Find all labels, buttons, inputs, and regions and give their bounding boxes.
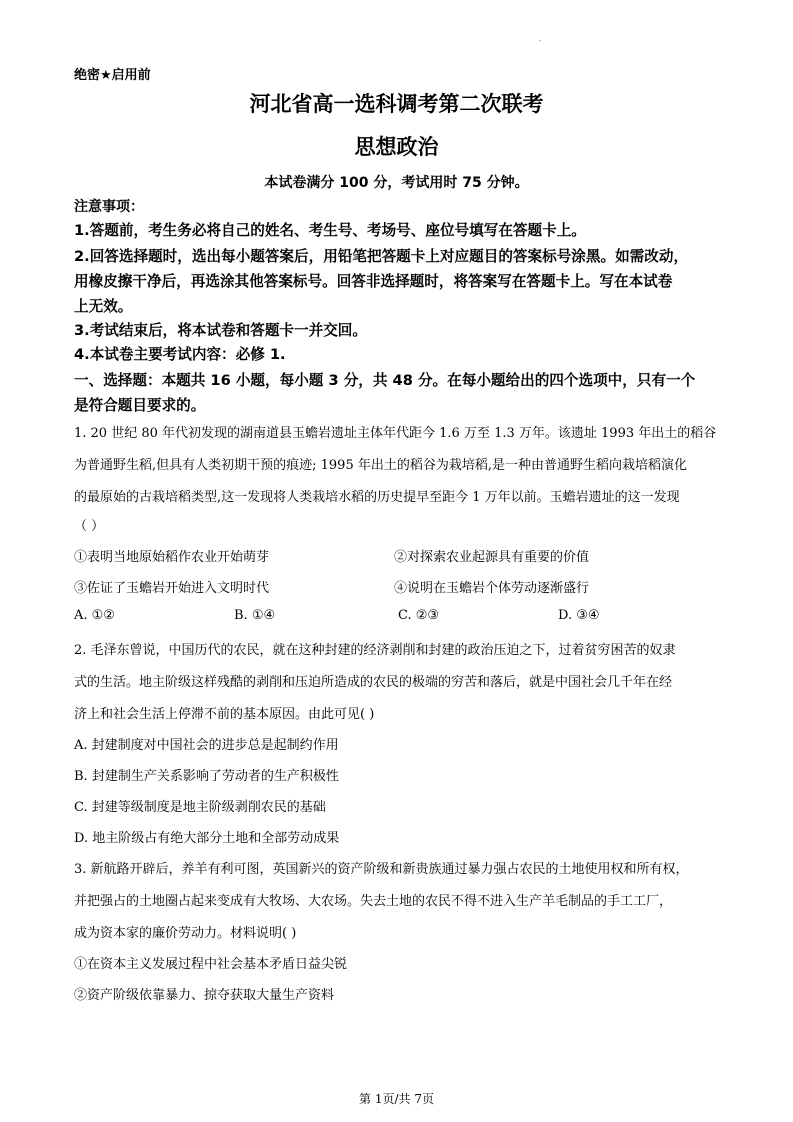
- statement-1: ①在资本主义发展过程中社会基本矛盾日益尖锐: [74, 957, 348, 972]
- option-b: B. ①④: [234, 608, 276, 623]
- notice-line: 用橡皮擦干净后，再选涂其他答案标号。回答非选择题时，将答案写在答题卡上。写在本试卷: [74, 273, 673, 290]
- exam-meta: 本试卷满分 100 分，考试用时 75 分钟。: [264, 175, 529, 191]
- statement-1: ①表明当地原始稻作农业开始萌芽: [74, 550, 270, 565]
- question-text: 并把强占的土地圈占起来变成有大牧场、大农场。失去土地的农民不得不进入生产羊毛制品的手工工厂，: [74, 894, 673, 909]
- question-text: 3. 新航路开辟后，养羊有利可图，英国新兴的资产阶级和新贵族通过暴力强占农民的土地使用权和所有权，: [74, 862, 689, 877]
- statement-4: ④说明在玉蟾岩个体劳动逐渐盛行: [394, 581, 590, 596]
- notice-line: 2.回答选择题时，选出每小题答案后，用铅笔把答题卡上对应题目的答案标号涂黑。如需改动，: [74, 248, 689, 265]
- option-a: A. ①②: [74, 608, 115, 623]
- question-text: 成为资本家的廉价劳动力。材料说明( ): [74, 926, 297, 941]
- notice-line: 3.考试结束后，将本试卷和答题卡一并交回。: [74, 322, 367, 339]
- statement-2: ②资产阶级依靠暴力、掠夺获取大量生产资料: [74, 988, 335, 1003]
- statement-2: ②对探索农业起源具有重要的价值: [394, 550, 590, 565]
- answer-bracket: （ ）: [74, 519, 105, 534]
- exam-title: 河北省高一选科调考第二次联考: [249, 92, 544, 116]
- option-d: D. ③④: [558, 608, 600, 623]
- option-c: C. ②③: [398, 608, 440, 623]
- option-b: B. 封建制生产关系影响了劳动者的生产积极性: [74, 769, 339, 784]
- question-text: 的最原始的古栽培稻类型,这一发现将人类栽培水稻的历史提早至距今 1 万年以前。玉蟾岩遗址的这一发现: [74, 490, 680, 505]
- secret-label: 绝密★启用前: [74, 68, 151, 83]
- question-text: 济上和社会生活上停滞不前的基本原因。由此可见( ): [74, 707, 375, 722]
- subject-title: 思想政治: [354, 135, 439, 159]
- option-a: A. 封建制度对中国社会的进步总是起制约作用: [74, 738, 339, 753]
- question-text: 1. 20 世纪 80 年代初发现的湖南道县玉蟾岩遗址主体年代距今 1.6 万至 1.3 万年。该遗址 1993 年出土的稻谷: [74, 426, 717, 441]
- notice-line: 4.本试卷主要考试内容：必修 1.: [74, 346, 286, 363]
- option-c: C. 封建等级制度是地主阶级剥削农民的基础: [74, 800, 326, 815]
- page-number: 第 1页/共 7页: [359, 1092, 434, 1106]
- section-heading: 一、选择题：本题共 16 小题，每小题 3 分，共 48 分。在每小题给出的四个选项中，只有一个: [74, 372, 696, 389]
- notice-heading: 注意事项：: [74, 199, 144, 215]
- question-text: 为普通野生稻,但具有人类初期干预的痕迹; 1995 年出土的稻谷为栽培稻,是一种由普通野生稻向栽培稻演化: [74, 458, 687, 473]
- statement-3: ③佐证了玉蟾岩开始进入文明时代: [74, 581, 270, 596]
- section-heading-cont: 是符合题目要求的。: [74, 397, 206, 414]
- notice-line: 1.答题前，考生务必将自己的姓名、考生号、考场号、座位号填写在答题卡上。: [74, 222, 586, 239]
- scan-dot: .: [538, 34, 541, 43]
- option-d: D. 地主阶级占有绝大部分土地和全部劳动成果: [74, 831, 340, 846]
- question-text: 式的生活。地主阶级这样残酷的剥削和压迫所造成的农民的极端的穷苦和落后，就是中国社会几千年在经: [74, 675, 673, 690]
- notice-line: 上无效。: [74, 298, 133, 315]
- question-text: 2. 毛泽东曾说，中国历代的农民，就在这种封建的经济剥削和封建的政治压迫之下，过着贫穷困苦的奴隶: [74, 643, 676, 658]
